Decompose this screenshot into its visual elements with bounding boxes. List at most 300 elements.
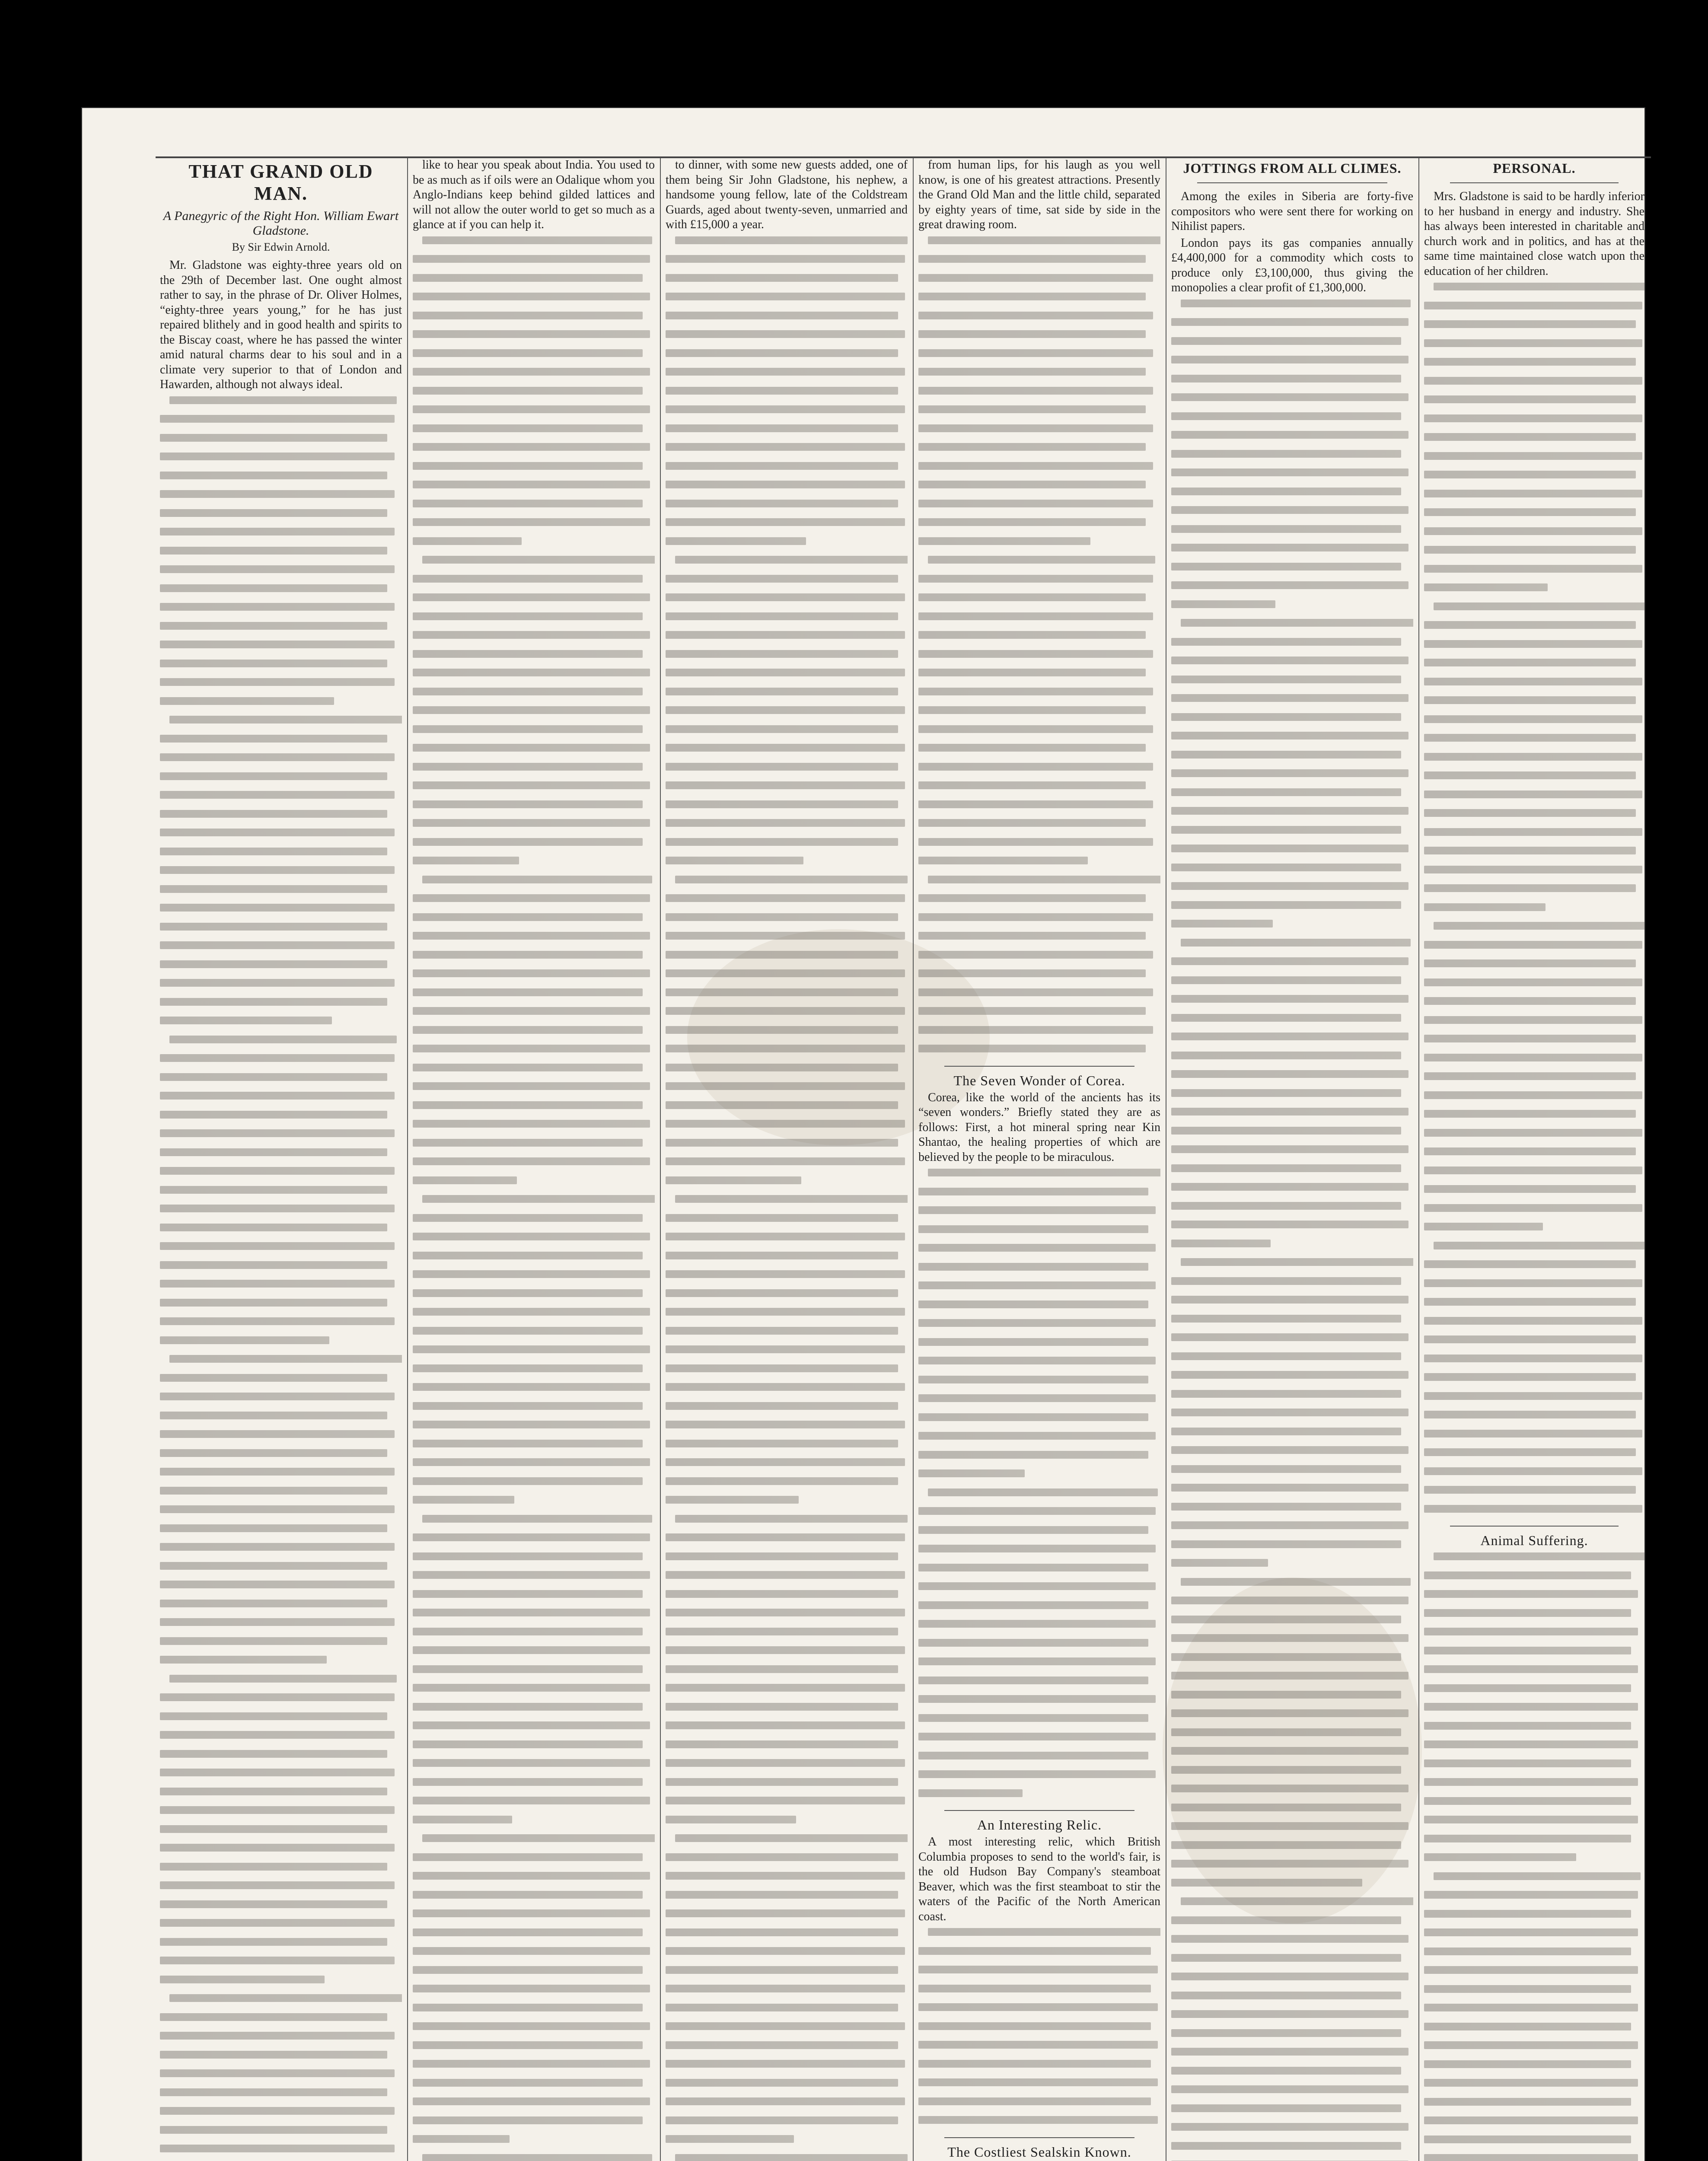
text-line (160, 584, 402, 599)
text-line (666, 537, 908, 552)
text-line (666, 405, 908, 421)
text-line (1424, 1091, 1644, 1106)
text-line (1424, 1411, 1644, 1426)
text-line (1171, 1277, 1413, 1292)
text-line (1171, 1145, 1413, 1160)
text-line (160, 1317, 402, 1332)
text-line (160, 603, 402, 618)
section-heading: The Seven Wonder of Corea. (953, 1072, 1125, 1088)
text-line (666, 1496, 908, 1511)
text-line (160, 1600, 402, 1615)
text-line (1424, 809, 1644, 824)
text-line (413, 556, 655, 571)
text-line (666, 1458, 908, 1473)
text-line (160, 565, 402, 580)
text-line (666, 424, 908, 440)
body-text-block (918, 236, 1160, 1060)
jotting-item: London pays its gas companies annually £4,400,000 for a commodity which costs to produce only £3,100,000, thus giving the monopolies a clear profit of £1,300,000. (1171, 236, 1413, 294)
text-line (1171, 788, 1413, 803)
text-line (1424, 2004, 1644, 2019)
text-line (1171, 1258, 1413, 1273)
text-line (918, 857, 1160, 872)
text-line (413, 2004, 655, 2019)
text-line (666, 631, 908, 646)
text-line (413, 988, 655, 1004)
text-line (666, 462, 908, 477)
text-line (666, 744, 908, 759)
text-line (160, 1976, 402, 1991)
text-line (160, 1205, 402, 1220)
text-line (1171, 1897, 1413, 1912)
column-2 (413, 158, 655, 2161)
text-line (1171, 1033, 1413, 1048)
text-line (918, 1545, 1160, 1560)
text-line (1424, 790, 1644, 806)
column-divider (913, 158, 914, 2161)
text-line (413, 593, 655, 609)
section-lead: A most interesting relic, which British Columbia proposes to send to the world's fair, is the old Hudson Bay Company's steamboat Beaver, which was the first steamboat to stir the waters of the Pacific of the North American coast. (918, 1835, 1160, 1923)
body-text-block (413, 236, 655, 2161)
text-line (666, 1609, 908, 1624)
text-line (160, 1186, 402, 1201)
text-line (1171, 2048, 1413, 2063)
text-line (666, 2154, 908, 2161)
text-line (666, 1421, 908, 1436)
text-line (666, 1101, 908, 1116)
text-line (918, 1985, 1160, 2000)
text-line (1171, 1333, 1413, 1348)
text-line (1171, 1221, 1413, 1236)
text-line (666, 650, 908, 665)
text-line (160, 2107, 402, 2122)
text-line (160, 998, 402, 1013)
text-line (1424, 715, 1644, 730)
text-line (1171, 356, 1413, 371)
text-line (666, 312, 908, 327)
text-line (666, 688, 908, 703)
text-line (160, 1750, 402, 1765)
text-line (918, 312, 1160, 327)
text-line (1171, 1521, 1413, 1536)
text-line (918, 932, 1160, 947)
text-line (918, 1695, 1160, 1710)
text-line (1424, 997, 1644, 1012)
text-line (413, 1684, 655, 1699)
text-line (918, 1947, 1160, 1962)
text-line (160, 490, 402, 505)
text-line (160, 1299, 402, 1314)
text-line (413, 1327, 655, 1342)
text-line (1424, 302, 1644, 317)
text-line (160, 1863, 402, 1878)
text-line (160, 1581, 402, 1596)
text-line (1171, 337, 1413, 352)
text-line (413, 236, 655, 252)
text-line (1424, 2060, 1644, 2075)
column-5 (1171, 158, 1413, 2161)
text-line (413, 255, 655, 270)
text-line (1171, 657, 1413, 672)
text-line (413, 1195, 655, 1210)
text-line (666, 1703, 908, 1718)
text-line (666, 1139, 908, 1154)
text-line (1424, 941, 1644, 956)
text-line (160, 1036, 402, 1051)
text-line (918, 1564, 1160, 1579)
text-line (413, 1740, 655, 1756)
text-line (666, 1440, 908, 1455)
text-line (666, 1646, 908, 1661)
text-line (918, 894, 1160, 909)
text-line (413, 1270, 655, 1285)
text-line (1424, 903, 1644, 918)
text-line (666, 1157, 908, 1173)
text-line (413, 1289, 655, 1304)
text-line (918, 913, 1160, 928)
text-line (918, 1338, 1160, 1353)
text-line (666, 1853, 908, 1868)
text-line (1171, 300, 1413, 315)
text-line (1424, 1872, 1644, 1887)
text-line (160, 396, 402, 411)
text-line (413, 1665, 655, 1680)
text-line (666, 1665, 908, 1680)
text-line (918, 1620, 1160, 1635)
text-line (160, 1468, 402, 1483)
text-line (160, 1919, 402, 1934)
text-line (413, 1139, 655, 1154)
text-line (413, 2135, 655, 2150)
text-line (1424, 433, 1644, 448)
text-line (1424, 659, 1644, 674)
text-line (666, 1214, 908, 1229)
text-line (1424, 959, 1644, 975)
text-line (413, 1834, 655, 1849)
text-line (666, 988, 908, 1004)
column-1 (160, 158, 402, 2161)
body-text-block (666, 236, 908, 2161)
text-line (666, 2097, 908, 2113)
text-line (918, 1413, 1160, 1428)
body-text-block (1424, 1552, 1644, 2161)
article-continuation: from human lips, for his laugh as you well know, is one of his greatest attractions. Presently the Grand Old Man and the little child, separated by eighty years of time, sat side by side in the great drawing room. (918, 158, 1160, 231)
text-line (918, 1225, 1160, 1240)
text-line (666, 706, 908, 721)
text-line (1424, 1486, 1644, 1501)
text-line (1424, 395, 1644, 411)
text-line (666, 669, 908, 684)
text-line (918, 1928, 1160, 1943)
text-line (1171, 1992, 1413, 2007)
text-line (666, 1308, 908, 1323)
text-line (918, 330, 1160, 345)
text-line (1171, 1183, 1413, 1198)
text-line (1424, 2116, 1644, 2132)
text-line (413, 1872, 655, 1887)
text-line (666, 1082, 908, 1097)
text-line (160, 1393, 402, 1408)
text-line (413, 1045, 655, 1060)
text-line (413, 405, 655, 421)
text-line (666, 1120, 908, 1135)
text-line (413, 688, 655, 703)
text-line (918, 293, 1160, 308)
text-line (413, 1308, 655, 1323)
text-line (1424, 602, 1644, 618)
text-line (413, 274, 655, 289)
text-line (160, 941, 402, 956)
text-line (1424, 377, 1644, 392)
text-line (1171, 1164, 1413, 1179)
text-line (413, 2060, 655, 2075)
text-line (1171, 1240, 1413, 1255)
text-line (413, 2079, 655, 2094)
text-line (918, 1432, 1160, 1447)
text-line (413, 706, 655, 721)
text-line (413, 1082, 655, 1097)
text-line (1171, 2123, 1413, 2138)
text-line (160, 1881, 402, 1896)
text-line (160, 1487, 402, 1502)
text-line (1171, 1804, 1413, 1819)
text-line (1171, 393, 1413, 408)
text-line (1171, 1540, 1413, 1555)
text-line (413, 2154, 655, 2161)
text-line (1424, 1317, 1644, 1332)
text-line (1171, 920, 1413, 935)
text-line (1424, 358, 1644, 373)
section-divider (944, 1810, 1134, 1811)
text-line (1171, 469, 1413, 484)
text-line (918, 1639, 1160, 1654)
text-line (160, 1806, 402, 1821)
text-line (160, 660, 402, 675)
text-line (666, 1252, 908, 1267)
text-line (160, 1693, 402, 1708)
text-line (918, 1752, 1160, 1767)
text-line (1171, 450, 1413, 465)
text-line (413, 2041, 655, 2056)
text-line (1424, 847, 1644, 862)
text-line (1171, 1879, 1413, 1894)
text-line (1424, 1722, 1644, 1737)
text-line (1171, 1728, 1413, 1743)
text-line (918, 500, 1160, 515)
text-line (160, 810, 402, 825)
text-line (918, 1244, 1160, 1259)
text-line (918, 876, 1160, 891)
text-line (160, 1957, 402, 1972)
text-line (413, 1364, 655, 1380)
text-line (413, 500, 655, 515)
text-line (160, 1355, 402, 1370)
text-line (1424, 1035, 1644, 1050)
text-line (1424, 1335, 1644, 1351)
text-line (1424, 696, 1644, 711)
text-line (1424, 1928, 1644, 1944)
text-line (918, 274, 1160, 289)
column-6 (1424, 158, 1644, 2161)
text-line (413, 2097, 655, 2113)
text-line (413, 2022, 655, 2037)
text-line (666, 1477, 908, 1492)
text-line (666, 293, 908, 308)
text-line (1171, 1089, 1413, 1104)
text-line (918, 612, 1160, 628)
text-line (666, 349, 908, 364)
text-line (1424, 828, 1644, 843)
text-line (666, 1270, 908, 1285)
text-line (1171, 375, 1413, 390)
text-line (1171, 1296, 1413, 1311)
text-line (666, 274, 908, 289)
section-divider (1450, 1526, 1619, 1527)
text-line (413, 1176, 655, 1192)
text-line (918, 988, 1160, 1004)
text-line (1424, 452, 1644, 467)
section-heading: An Interesting Relic. (977, 1817, 1102, 1833)
text-line (1424, 1797, 1644, 1812)
text-line (1424, 490, 1644, 505)
text-line (160, 453, 402, 468)
text-line (918, 593, 1160, 609)
text-line (1171, 1052, 1413, 1067)
column-4 (918, 158, 1160, 2161)
text-line (413, 876, 655, 891)
text-line (1171, 1371, 1413, 1386)
text-line (160, 1148, 402, 1163)
text-line (666, 1571, 908, 1586)
text-line (1171, 1428, 1413, 1443)
text-line (1424, 1242, 1644, 1257)
text-line (1171, 1747, 1413, 1762)
text-line (666, 1045, 908, 1060)
text-line (666, 1327, 908, 1342)
text-line (1424, 2079, 1644, 2094)
text-line (1171, 1597, 1413, 1612)
article-title: THAT GRAND OLD MAN. (188, 161, 373, 204)
text-line (413, 1101, 655, 1116)
section-heading: The Costliest Sealskin Known. (947, 2144, 1131, 2160)
text-line (666, 1064, 908, 1079)
text-line (918, 349, 1160, 364)
text-line (160, 1430, 402, 1445)
text-line (666, 1966, 908, 1981)
text-line (413, 387, 655, 402)
text-line (160, 1618, 402, 1633)
text-line (413, 518, 655, 533)
text-line (666, 838, 908, 853)
text-line (160, 2126, 402, 2141)
text-line (1424, 979, 1644, 994)
text-line (666, 1402, 908, 1417)
text-line (1424, 339, 1644, 354)
text-line (160, 1336, 402, 1351)
text-line (413, 293, 655, 308)
text-line (413, 349, 655, 364)
text-line (413, 1891, 655, 1906)
text-line (160, 622, 402, 637)
text-line (1171, 1127, 1413, 1142)
text-line (160, 1054, 402, 1069)
text-line (160, 1092, 402, 1107)
text-line (160, 1524, 402, 1539)
text-line (666, 2079, 908, 2094)
text-line (666, 2135, 908, 2150)
text-line (918, 688, 1160, 703)
text-line (666, 593, 908, 609)
text-line (413, 1853, 655, 1868)
text-line (160, 772, 402, 787)
text-line (160, 923, 402, 938)
text-line (160, 885, 402, 900)
text-line (413, 913, 655, 928)
text-line (1424, 1985, 1644, 2000)
text-line (1171, 1916, 1413, 1932)
text-line (1171, 1202, 1413, 1217)
text-line (1424, 1223, 1644, 1238)
text-line (413, 1402, 655, 1417)
text-line (160, 2088, 402, 2104)
text-line (666, 481, 908, 496)
text-line (160, 1788, 402, 1803)
text-line (1171, 845, 1413, 860)
text-line (666, 800, 908, 816)
text-line (413, 781, 655, 797)
text-line (1171, 1409, 1413, 1424)
text-line (1424, 1647, 1644, 1662)
article-lead: Mr. Gladstone was eighty-three years old on the 29th of December last. One ought almost rather to say, in the phrase of Dr. Oliver Holmes, “eighty-three years young,” for he has just repaired blithely and in good health and spirits to the Biscay coast, where he has passed the winter amid natural charms dear to his soul and in a climate very superior to that of London and Hawarden, although not always ideal. (160, 258, 402, 391)
text-line (413, 1214, 655, 1229)
text-line (1171, 1315, 1413, 1330)
text-line (666, 575, 908, 590)
text-line (1171, 995, 1413, 1010)
text-line (1424, 1110, 1644, 1125)
text-line (1424, 640, 1644, 655)
text-line (666, 1721, 908, 1737)
text-line (413, 932, 655, 947)
text-line (160, 1938, 402, 1953)
text-line (160, 1242, 402, 1257)
text-line (666, 1834, 908, 1849)
text-line (160, 791, 402, 806)
text-line (1424, 1947, 1644, 1963)
text-line (1171, 1935, 1413, 1950)
text-line (666, 951, 908, 966)
text-line (1424, 1910, 1644, 1925)
jotting-item: Among the exiles in Siberia are forty-five compositors who were sent there for working on Nihilist papers. (1171, 190, 1413, 233)
text-line (666, 894, 908, 909)
text-line (1171, 1860, 1413, 1875)
text-line (1171, 864, 1413, 879)
text-line (666, 725, 908, 740)
text-line (160, 1412, 402, 1427)
text-line (413, 1947, 655, 1962)
text-line (413, 481, 655, 496)
text-line (160, 716, 402, 731)
text-line (666, 556, 908, 571)
text-line (160, 1073, 402, 1088)
text-line (413, 1928, 655, 1944)
text-line (413, 1421, 655, 1436)
text-line (413, 1383, 655, 1398)
text-line (1171, 2029, 1413, 2044)
text-line (1424, 1552, 1644, 1568)
text-line (413, 650, 655, 665)
text-line (160, 904, 402, 919)
text-line (160, 678, 402, 693)
text-line (1424, 1571, 1644, 1587)
